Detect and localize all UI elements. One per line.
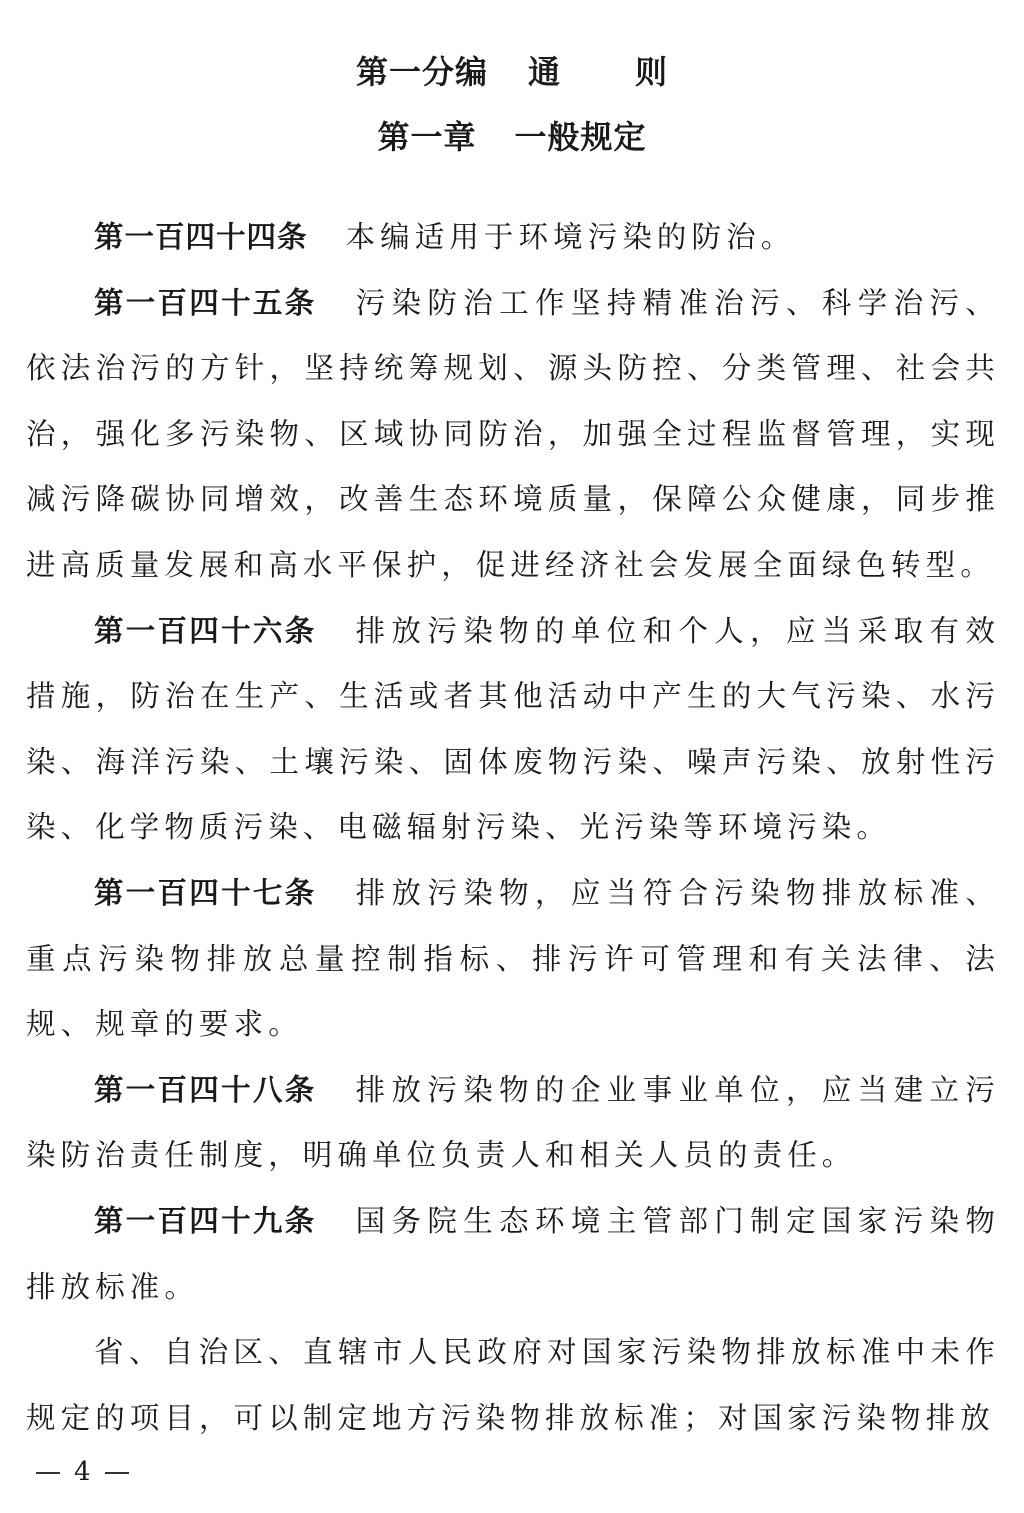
- article-text: 污染防治工作坚持精准治污、科学治污、依法治污的方针，坚持统筹规划、源头防控、分类管理、社会共治，强化多污染物、区域协同防治，加强全过程监督管理，实现减污降碳协同增效，改善生态环境质量，保障公众健康，同步推进高质量发展和高水平保护，促进经济社会发展全面绿色转型。: [26, 285, 1000, 582]
- article-149: [26, 1189, 1000, 1320]
- part-name-second-char: 则: [635, 53, 669, 91]
- article-146: [26, 599, 1000, 861]
- article-149-paragraph-2: 省、自治区、直辖市人民政府对国家污染物排放标准中未作规定的项目，可以制定地方污染物排放标准；对国家污染物排放: [26, 1335, 1000, 1435]
- article-text: 排放污染物的企业事业单位，应当建立污染防治责任制度，明确单位负责人和相关人员的责任。: [26, 1072, 1000, 1173]
- document-body: [26, 205, 1000, 1451]
- article-text: 排放污染物的单位和个人，应当采取有效措施，防治在生产、生活或者其他活动中产生的大气污染、水污染、海洋污染、土壤污染、固体废物污染、噪声污染、放射性污染、化学物质污染、电磁辐射污染、光污染等环境污染。: [26, 613, 1000, 845]
- article-number: 第一百四十七条: [94, 875, 317, 910]
- article-text: 本编适用于环境污染的防治。: [345, 220, 796, 254]
- article-145: [26, 271, 1000, 599]
- article-number: 第一百四十五条: [94, 285, 317, 320]
- part-label: 第一分编: [355, 53, 488, 91]
- footer-dash-right: [105, 1472, 129, 1474]
- article-number: 第一百四十六条: [94, 613, 317, 648]
- article-text: 国务院生态环境主管部门制定国家污染物排放标准。: [26, 1203, 1000, 1304]
- article-number: 第一百四十四条: [94, 220, 308, 254]
- article-number: 第一百四十九条: [94, 1203, 317, 1238]
- chapter-title: [0, 111, 1024, 163]
- chapter-name: 一般规定: [514, 118, 647, 156]
- page-number: 4: [74, 1457, 91, 1487]
- article-148: [26, 1058, 1000, 1189]
- page-footer: [36, 1452, 129, 1492]
- footer-dash-left: [36, 1472, 60, 1474]
- chapter-label: 第一章: [377, 118, 477, 156]
- article-147: [26, 861, 1000, 1058]
- article-number: 第一百四十八条: [94, 1072, 317, 1107]
- article-144: [26, 205, 1000, 271]
- part-title: [0, 46, 1024, 98]
- article-text: 排放污染物，应当符合污染物排放标准、重点污染物排放总量控制指标、排污许可管理和有关法律、法规、规章的要求。: [26, 875, 1000, 1042]
- part-name-first-char: 通: [527, 53, 561, 91]
